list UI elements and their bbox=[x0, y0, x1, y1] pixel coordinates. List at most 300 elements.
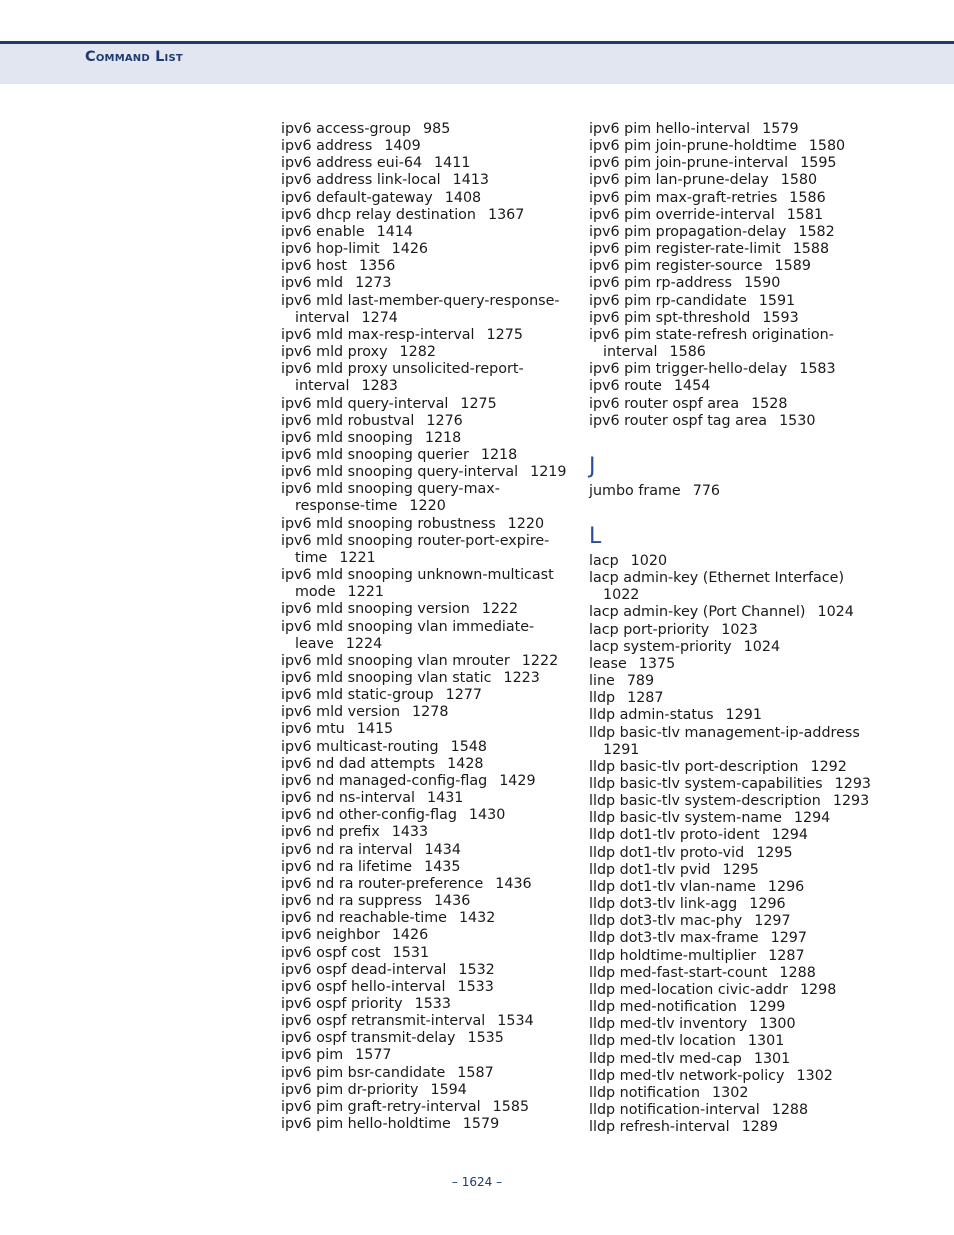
index-entry bbox=[281, 533, 581, 567]
index-entry-term: ipv6 mld snooping unknown-multicast bbox=[281, 567, 554, 584]
index-entry-page: 1301 bbox=[753, 1050, 791, 1067]
index-entry bbox=[589, 327, 889, 361]
index-entry-page: 1431 bbox=[427, 790, 464, 807]
index-entry bbox=[281, 430, 581, 447]
index-entry-term: ipv6 mld snooping bbox=[281, 429, 413, 446]
index-entry-page: 1218 bbox=[480, 446, 518, 463]
index-entry-term: ipv6 pim graft-retry-interval bbox=[281, 1098, 481, 1115]
index-entry-page: 1293 bbox=[834, 776, 872, 792]
index-entry-page: 1294 bbox=[771, 827, 808, 844]
index-entry bbox=[589, 982, 889, 999]
index-entry-page: 789 bbox=[626, 673, 655, 690]
index-entry bbox=[281, 241, 581, 258]
index-entry-page: 1297 bbox=[754, 913, 791, 930]
index-entry-term: ipv6 mld max-resp-interval bbox=[281, 326, 475, 343]
index-entry-continuation: interval 1283 bbox=[295, 378, 398, 395]
index-entry-term: lacp admin-key (Port Channel) bbox=[589, 604, 806, 621]
index-entry-term: ipv6 pim lan-prune-delay bbox=[589, 172, 769, 189]
index-entry-page: 776 bbox=[692, 482, 721, 499]
index-entry-page: 1428 bbox=[447, 755, 484, 772]
index-entry-term: ipv6 mld snooping query-max- bbox=[281, 481, 500, 498]
index-entry-page: 1218 bbox=[424, 429, 462, 446]
index-entry bbox=[589, 1102, 889, 1119]
index-entry-term: ipv6 mld snooping vlan static bbox=[281, 670, 492, 686]
index-entry-term: lacp admin-key (Ethernet Interface) bbox=[589, 570, 845, 587]
index-entry bbox=[589, 759, 889, 776]
index-entry bbox=[589, 155, 889, 172]
index-entry bbox=[281, 481, 581, 515]
index-entry-page: 1435 bbox=[424, 858, 461, 875]
index-entry-term: ipv6 pim max-graft-retries bbox=[589, 189, 778, 206]
index-entry bbox=[281, 172, 581, 189]
index-entry-page: 1301 bbox=[747, 1033, 785, 1050]
index-entry bbox=[281, 1047, 581, 1064]
index-entry bbox=[589, 776, 889, 793]
index-entry-term: ipv6 mld query-interval bbox=[281, 395, 449, 412]
page-number: – 1624 – bbox=[451, 1175, 503, 1189]
index-entry bbox=[589, 1068, 889, 1085]
index-entry-term: lldp med-tlv network-policy bbox=[589, 1067, 785, 1084]
index-entry-page: 1593 bbox=[762, 309, 799, 326]
index-entry-term: ipv6 pim dr-priority bbox=[281, 1081, 419, 1098]
index-entry-page: 1413 bbox=[452, 172, 490, 189]
index-entry-continuation: response-time 1220 bbox=[295, 498, 446, 515]
index-entry bbox=[589, 241, 889, 258]
index-entry bbox=[589, 930, 889, 947]
index-entry-term: lldp basic-tlv system-description bbox=[589, 793, 821, 810]
index-entry bbox=[589, 845, 889, 862]
index-entry-page: 1426 bbox=[391, 241, 429, 258]
index-entry bbox=[589, 258, 889, 275]
index-section-letter: J bbox=[589, 453, 596, 479]
index-entry bbox=[281, 687, 581, 704]
index-entry-term: lacp system-priority bbox=[589, 638, 732, 655]
index-entry-page: 1020 bbox=[630, 552, 668, 569]
index-entry-term: ipv6 address eui-64 bbox=[281, 155, 423, 172]
index-entry-term: ipv6 ospf retransmit-interval bbox=[281, 1013, 486, 1030]
index-entry bbox=[589, 862, 889, 879]
index-entry bbox=[589, 224, 889, 241]
index-entry-term: lldp basic-tlv management-ip-address bbox=[589, 724, 860, 741]
index-entry-page: 1595 bbox=[800, 155, 837, 172]
index-entry bbox=[589, 138, 889, 155]
index-entry-term: ipv6 nd ra suppress bbox=[281, 893, 422, 910]
index-entry-term: ipv6 pim join-prune-interval bbox=[589, 155, 789, 172]
index-entry-page: 1581 bbox=[786, 206, 824, 223]
page-header-title: Command List bbox=[85, 49, 183, 65]
index-entry-page: 1282 bbox=[399, 344, 436, 361]
index-entry bbox=[281, 876, 581, 893]
index-entry-term: ipv6 address bbox=[281, 138, 373, 155]
index-entry-page: 1298 bbox=[799, 981, 837, 998]
index-entry bbox=[281, 275, 581, 292]
index-entry bbox=[281, 859, 581, 876]
index-entry bbox=[281, 653, 581, 670]
index-entry-term: ipv6 ospf cost bbox=[281, 944, 381, 961]
index-entry-term: lldp dot1-tlv vlan-name bbox=[589, 878, 756, 895]
index-entry bbox=[281, 601, 581, 618]
index-entry-term: ipv6 nd reachable-time bbox=[281, 910, 447, 927]
index-entry-term: ipv6 pim rp-candidate bbox=[589, 292, 747, 309]
index-entry bbox=[589, 913, 889, 930]
index-entry bbox=[589, 378, 889, 395]
index-entry-page: 1585 bbox=[492, 1098, 530, 1115]
index-entry bbox=[589, 121, 889, 138]
index-entry bbox=[589, 639, 889, 656]
index-entry-term: ipv6 pim bsr-candidate bbox=[281, 1064, 446, 1081]
index-entry-page: 1302 bbox=[796, 1067, 833, 1084]
index-entry bbox=[281, 910, 581, 927]
index-entry-page: 1589 bbox=[774, 258, 811, 275]
index-entry-term: ipv6 ospf dead-interval bbox=[281, 961, 447, 978]
index-entry-page: 1296 bbox=[767, 878, 805, 895]
index-entry bbox=[281, 138, 581, 155]
index-entry-page: 1283 bbox=[361, 378, 398, 395]
index-entry bbox=[281, 207, 581, 224]
index-entry-term: ipv6 nd other-config-flag bbox=[281, 807, 457, 824]
index-entry-page: 1409 bbox=[384, 138, 421, 155]
index-entry-page: 1296 bbox=[749, 896, 786, 913]
index-entry-page: 1302 bbox=[712, 1084, 749, 1101]
index-entry-term: ipv6 mld proxy unsolicited-report- bbox=[281, 361, 524, 378]
index-entry-page: 1275 bbox=[460, 395, 497, 412]
index-entry-term: ipv6 nd prefix bbox=[281, 824, 380, 841]
index-entry bbox=[589, 948, 889, 965]
index-entry bbox=[281, 413, 581, 430]
index-entry bbox=[281, 1116, 581, 1133]
index-entry bbox=[281, 1065, 581, 1082]
index-entry-continuation: interval 1274 bbox=[295, 309, 398, 326]
index-entry bbox=[589, 570, 889, 604]
index-entry-page: 1588 bbox=[792, 241, 830, 258]
index-entry bbox=[281, 927, 581, 944]
index-entry bbox=[589, 207, 889, 224]
index-entry-term: ipv6 enable bbox=[281, 223, 365, 240]
index-entry-page: 1277 bbox=[445, 687, 482, 704]
index-entry-page: 1293 bbox=[832, 793, 870, 810]
index-entry-continuation: interval 1586 bbox=[603, 344, 706, 361]
index-entry-term: ipv6 mld last-member-query-response- bbox=[281, 292, 560, 309]
index-entry-term: ipv6 pim register-source bbox=[589, 258, 763, 275]
index-entry-page: 1415 bbox=[356, 721, 394, 738]
index-entry bbox=[589, 1085, 889, 1102]
index-entry-page: 1429 bbox=[499, 772, 536, 789]
index-entry bbox=[281, 396, 581, 413]
index-entry-page: 1433 bbox=[391, 824, 429, 841]
index-entry-page: 1586 bbox=[789, 189, 826, 206]
index-entry-page: 1577 bbox=[355, 1047, 392, 1064]
index-entry bbox=[281, 155, 581, 172]
index-entry-term: ipv6 router ospf tag area bbox=[589, 412, 768, 429]
index-entry-term: ipv6 mld snooping querier bbox=[281, 446, 469, 463]
index-entry-term: ipv6 pim join-prune-holdtime bbox=[589, 138, 797, 155]
index-entry-term: ipv6 access-group bbox=[281, 121, 412, 137]
index-entry-page: 1023 bbox=[721, 621, 758, 638]
index-entry-term: ipv6 mld snooping version bbox=[281, 601, 470, 618]
index-entry-continuation: time 1221 bbox=[295, 549, 376, 566]
index-entry-continuation bbox=[589, 587, 889, 604]
index-entry-page: 1299 bbox=[749, 999, 786, 1016]
index-entry-page: 1278 bbox=[412, 704, 449, 721]
index-entry-page: 1594 bbox=[430, 1081, 467, 1098]
index-entry-page: 1221 bbox=[339, 549, 376, 566]
index-entry-page: 1411 bbox=[434, 155, 471, 172]
index-entry-term: lldp bbox=[589, 690, 616, 707]
index-entry-page: 1591 bbox=[758, 292, 796, 309]
index-entry-page: 1533 bbox=[457, 978, 494, 995]
index-entry-term: lacp bbox=[589, 552, 619, 569]
index-entry-term: ipv6 pim register-rate-limit bbox=[589, 241, 781, 258]
index-entry-page: 1583 bbox=[799, 361, 836, 378]
index-entry bbox=[281, 1030, 581, 1047]
index-entry-page: 1221 bbox=[347, 584, 384, 601]
index-entry-page: 1274 bbox=[361, 309, 398, 326]
index-entry bbox=[281, 721, 581, 738]
index-entry-page: 1535 bbox=[467, 1030, 504, 1047]
index-section-letter: L bbox=[589, 523, 602, 549]
index-entry-term: ipv6 router ospf area bbox=[589, 395, 740, 412]
index-entry bbox=[281, 293, 581, 327]
index-entry-page: 1375 bbox=[638, 655, 676, 672]
index-entry bbox=[589, 965, 889, 982]
index-entry-page: 1291 bbox=[725, 707, 762, 724]
index-entry bbox=[281, 224, 581, 241]
index-entry bbox=[281, 567, 581, 601]
index-entry-term: lldp med-tlv med-cap bbox=[589, 1050, 742, 1067]
index-entry bbox=[281, 344, 581, 361]
index-entry bbox=[589, 361, 889, 378]
index-entry-page: 1220 bbox=[409, 498, 446, 515]
index-entry bbox=[281, 670, 581, 687]
index-entry bbox=[589, 604, 889, 621]
index-entry-continuation bbox=[589, 742, 889, 759]
index-entry bbox=[281, 842, 581, 859]
index-entry-page: 1534 bbox=[497, 1013, 534, 1030]
index-entry bbox=[589, 707, 889, 724]
index-entry-page: 1291 bbox=[603, 741, 640, 758]
index-entry-term: lldp basic-tlv port-description bbox=[589, 758, 799, 775]
index-entry-term: ipv6 neighbor bbox=[281, 927, 380, 944]
index-entry bbox=[281, 258, 581, 275]
index-entry bbox=[281, 773, 581, 790]
index-entry-page: 1408 bbox=[444, 189, 482, 206]
index-entry-page: 1586 bbox=[669, 344, 706, 361]
index-entry bbox=[281, 807, 581, 824]
index-entry-term: lldp med-fast-start-count bbox=[589, 964, 768, 981]
index-column-left bbox=[281, 121, 581, 1133]
index-entry-page: 1356 bbox=[359, 258, 396, 275]
index-entry-page: 1024 bbox=[743, 638, 781, 655]
index-entry bbox=[589, 1051, 889, 1068]
index-entry-term: ipv6 route bbox=[589, 378, 662, 395]
index-entry bbox=[589, 413, 889, 430]
index-entry bbox=[281, 361, 581, 395]
index-entry-term: lldp notification bbox=[589, 1084, 701, 1101]
index-entry-page: 1430 bbox=[468, 807, 506, 824]
index-entry-page: 1288 bbox=[779, 964, 816, 981]
index-entry-term: lldp refresh-interval bbox=[589, 1119, 730, 1136]
header-band bbox=[0, 41, 954, 84]
index-entry bbox=[589, 810, 889, 827]
index-entry bbox=[589, 1119, 889, 1136]
index-entry-term: ipv6 dhcp relay destination bbox=[281, 206, 476, 223]
index-entry-page: 1275 bbox=[486, 326, 523, 343]
index-entry-term: lldp dot3-tlv mac-phy bbox=[589, 913, 743, 930]
index-entry-page: 1533 bbox=[414, 995, 451, 1012]
index-entry-page: 1590 bbox=[743, 275, 781, 292]
index-entry-continuation: leave 1224 bbox=[295, 635, 383, 652]
index-entry bbox=[589, 896, 889, 913]
index-entry bbox=[281, 704, 581, 721]
index-entry-page: 1414 bbox=[376, 223, 414, 240]
index-entry bbox=[281, 979, 581, 996]
index-entry-term: lacp port-priority bbox=[589, 621, 710, 638]
index-entry bbox=[589, 999, 889, 1016]
index-entry bbox=[589, 483, 889, 500]
index-entry-term: ipv6 pim bbox=[281, 1047, 344, 1064]
index-entry-term: ipv6 mld snooping vlan mrouter bbox=[281, 652, 510, 669]
index-entry bbox=[281, 327, 581, 344]
index-entry-term: ipv6 address link-local bbox=[281, 172, 441, 189]
index-entry-term: lldp dot1-tlv proto-ident bbox=[589, 827, 760, 844]
index-entry-term: ipv6 nd ra router-preference bbox=[281, 875, 484, 892]
index-entry-term: lease bbox=[589, 655, 627, 672]
index-entry-term: lldp dot1-tlv proto-vid bbox=[589, 844, 745, 861]
index-entry-term: ipv6 nd dad attempts bbox=[281, 755, 436, 772]
index-entry-page: 1220 bbox=[507, 515, 545, 532]
index-entry-term: lldp basic-tlv system-capabilities bbox=[589, 776, 823, 792]
index-entry-page: 1432 bbox=[458, 910, 496, 927]
index-entry-page: 1580 bbox=[780, 172, 818, 189]
index-entry-page: 1288 bbox=[771, 1101, 809, 1118]
index-entry-term: lldp notification-interval bbox=[589, 1101, 760, 1118]
index-entry-continuation: mode 1221 bbox=[295, 584, 384, 601]
index-entry-page: 1295 bbox=[756, 844, 793, 861]
index-entry-page: 1224 bbox=[345, 635, 383, 652]
index-column-right bbox=[589, 121, 889, 1136]
index-entry-term: ipv6 pim override-interval bbox=[589, 206, 775, 223]
index-entry-page: 985 bbox=[423, 121, 451, 137]
index-entry-term: ipv6 pim spt-threshold bbox=[589, 309, 751, 326]
index-entry-page: 1292 bbox=[810, 758, 847, 775]
index-entry-page: 1530 bbox=[779, 412, 816, 429]
index-entry-page: 1580 bbox=[808, 138, 846, 155]
index-entry bbox=[281, 1099, 581, 1116]
index-entry-term: jumbo frame bbox=[589, 482, 681, 499]
index-entry-page: 1579 bbox=[762, 121, 799, 137]
index-entry-term: ipv6 nd ns-interval bbox=[281, 790, 416, 807]
index-entry-term: lldp med-tlv inventory bbox=[589, 1016, 748, 1033]
index-entry-term: ipv6 nd managed-config-flag bbox=[281, 772, 488, 789]
index-entry bbox=[281, 824, 581, 841]
index-entry-term: lldp med-notification bbox=[589, 999, 737, 1016]
index-entry-term: ipv6 mld version bbox=[281, 704, 401, 721]
index-entry bbox=[589, 310, 889, 327]
index-entry-page: 1548 bbox=[450, 738, 487, 755]
index-entry bbox=[589, 793, 889, 810]
index-entry-page: 1587 bbox=[457, 1064, 494, 1081]
index-entry-page: 1287 bbox=[768, 947, 805, 964]
index-entry-term: ipv6 ospf priority bbox=[281, 995, 403, 1012]
index-entry-term: ipv6 pim propagation-delay bbox=[589, 223, 787, 240]
index-entry-page: 1289 bbox=[741, 1119, 778, 1136]
index-entry-page: 1434 bbox=[424, 841, 461, 858]
index-entry-page: 1367 bbox=[487, 206, 525, 223]
index-entry-term: ipv6 mld snooping query-interval bbox=[281, 464, 519, 481]
index-entry-term: ipv6 pim rp-address bbox=[589, 275, 732, 292]
index-entry bbox=[589, 396, 889, 413]
index-entry-term: ipv6 mld snooping robustness bbox=[281, 515, 496, 532]
index-entry-page: 1295 bbox=[722, 861, 759, 878]
index-entry-term: lldp dot1-tlv pvid bbox=[589, 861, 711, 878]
index-entry bbox=[281, 1013, 581, 1030]
index-entry-page: 1273 bbox=[355, 275, 392, 292]
index-entry bbox=[281, 1082, 581, 1099]
index-entry-page: 1454 bbox=[673, 378, 711, 395]
index-entry-page: 1276 bbox=[426, 412, 463, 429]
index-entry-page: 1300 bbox=[759, 1016, 796, 1033]
index-entry bbox=[589, 172, 889, 189]
index-entry-term: ipv6 mtu bbox=[281, 721, 345, 738]
index-entry-page: 1528 bbox=[751, 395, 788, 412]
index-entry bbox=[589, 827, 889, 844]
index-entry-term: ipv6 hop-limit bbox=[281, 241, 380, 258]
index-entry-term: ipv6 pim hello-interval bbox=[589, 121, 751, 137]
index-entry-term: ipv6 nd ra lifetime bbox=[281, 858, 413, 875]
index-entry bbox=[589, 725, 889, 759]
index-entry bbox=[281, 962, 581, 979]
index-entry-term: lldp med-location civic-addr bbox=[589, 981, 788, 998]
index-entry bbox=[281, 190, 581, 207]
index-entry bbox=[281, 121, 581, 138]
index-entry-page: 1222 bbox=[521, 652, 559, 669]
index-entry bbox=[589, 1016, 889, 1033]
index-entry-term: ipv6 ospf hello-interval bbox=[281, 978, 446, 995]
index-entry-term: ipv6 default-gateway bbox=[281, 189, 433, 206]
index-entry-page: 1223 bbox=[503, 670, 540, 686]
index-entry-term: ipv6 pim trigger-hello-delay bbox=[589, 361, 788, 378]
index-entry bbox=[281, 516, 581, 533]
index-entry-page: 1426 bbox=[391, 927, 429, 944]
index-entry-term: lldp dot3-tlv link-agg bbox=[589, 896, 738, 913]
index-entry bbox=[589, 690, 889, 707]
index-entry bbox=[281, 619, 581, 653]
index-entry-term: lldp holdtime-multiplier bbox=[589, 947, 757, 964]
index-entry bbox=[589, 293, 889, 310]
index-entry bbox=[281, 996, 581, 1013]
index-entry-page: 1531 bbox=[392, 944, 430, 961]
index-entry-page: 1287 bbox=[627, 690, 664, 707]
index-entry-page: 1022 bbox=[603, 587, 640, 604]
index-entry-term: ipv6 mld proxy bbox=[281, 344, 388, 361]
index-entry bbox=[281, 464, 581, 481]
index-entry-term: lldp admin-status bbox=[589, 707, 714, 724]
index-entry bbox=[281, 893, 581, 910]
index-entry bbox=[589, 190, 889, 207]
index-entry-term: ipv6 mld static-group bbox=[281, 687, 434, 704]
index-entry-page: 1297 bbox=[770, 930, 807, 947]
index-entry-term: ipv6 ospf transmit-delay bbox=[281, 1030, 456, 1047]
index-entry bbox=[589, 673, 889, 690]
index-entry-term: ipv6 mld bbox=[281, 275, 344, 292]
index-entry-page: 1436 bbox=[495, 875, 532, 892]
index-entry-page: 1222 bbox=[481, 601, 519, 618]
index-entry bbox=[281, 790, 581, 807]
index-entry bbox=[589, 656, 889, 673]
index-entry-term: ipv6 multicast-routing bbox=[281, 738, 439, 755]
index-entry-page: 1024 bbox=[817, 604, 854, 621]
index-entry-term: ipv6 pim hello-holdtime bbox=[281, 1116, 451, 1133]
